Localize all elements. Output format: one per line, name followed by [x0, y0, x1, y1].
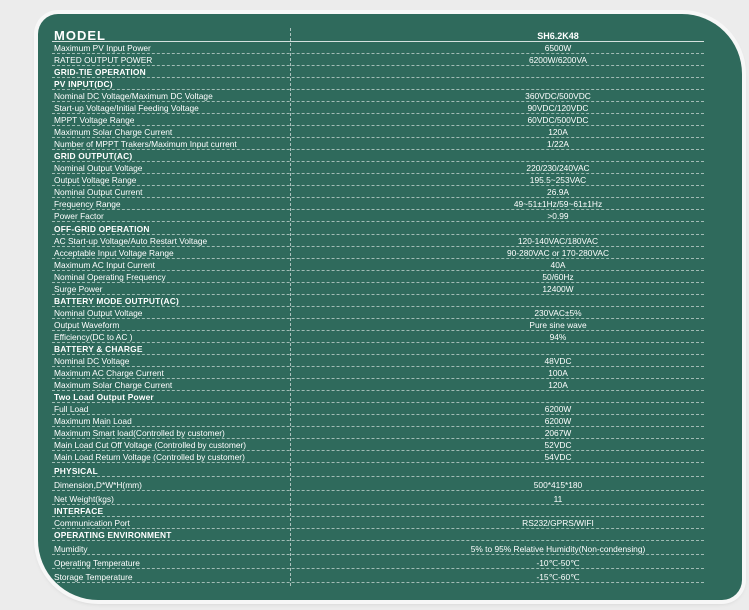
- spec-value: 60VDC/500VDC: [527, 115, 589, 126]
- spec-row: [52, 307, 704, 319]
- spec-label: Maximum PV Input Power: [54, 43, 151, 54]
- spec-value: 94%: [549, 331, 567, 342]
- section-title: GRID-TIE OPERATION: [54, 67, 146, 78]
- section-title: Two Load Output Power: [54, 391, 154, 402]
- spec-value: 500*415*180: [533, 480, 583, 491]
- spec-value: 100A: [548, 367, 568, 378]
- spec-label: Maximum Solar Charge Current: [54, 127, 173, 138]
- spec-label: Maximum AC Input Current: [54, 259, 155, 270]
- spec-value: Pure sine wave: [529, 319, 587, 330]
- spec-value: 2067W: [544, 428, 572, 439]
- spec-label: Nominal Operating Frequency: [54, 271, 166, 282]
- section-title: OFF-GRID OPERATION: [54, 223, 150, 234]
- spec-row: [52, 283, 704, 295]
- spec-value: 90VDC/120VDC: [527, 103, 589, 114]
- spec-label: Net Weight(kgs): [54, 494, 114, 505]
- spec-label: Output Waveform: [54, 319, 120, 330]
- spec-row: [52, 247, 704, 259]
- spec-label: Power Factor: [54, 211, 104, 222]
- spec-label: Maximum Smart load(Controlled by customer): [54, 428, 225, 439]
- spec-value: 90-280VAC or 170-280VAC: [506, 247, 610, 258]
- spec-row: [52, 271, 704, 283]
- spec-row: [52, 162, 704, 174]
- spec-value: 40A: [550, 259, 566, 270]
- spec-value: 49~51±1Hz/59~61±1Hz: [513, 199, 603, 210]
- spec-row: [52, 367, 704, 379]
- spec-row: [52, 477, 704, 491]
- spec-value: 12400W: [542, 283, 574, 294]
- spec-row: [52, 126, 704, 138]
- spec-value: -15℃-60℃: [536, 572, 580, 583]
- spec-row: [52, 114, 704, 126]
- spec-row: [52, 42, 704, 54]
- spec-row: [52, 331, 704, 343]
- spec-label: Mumidity: [54, 544, 88, 555]
- section-title: GRID OUTPUT(AC): [54, 151, 133, 162]
- spec-label: Communication Port: [54, 518, 130, 529]
- spec-value: 195.5~253VAC: [529, 175, 587, 186]
- section-title: BATTERY & CHARGE: [54, 343, 143, 354]
- spec-row: [52, 427, 704, 439]
- spec-label: Maximum AC Charge Current: [54, 367, 164, 378]
- spec-label: MPPT Voltage Range: [54, 115, 135, 126]
- spec-value: 220/230/240VAC: [526, 163, 590, 174]
- spec-value: 26.9A: [547, 187, 569, 198]
- spec-row: [52, 235, 704, 247]
- spec-row: [52, 174, 704, 186]
- spec-table: [52, 26, 704, 583]
- spec-label: Main Load Cut Off Voltage (Controlled by customer): [54, 440, 247, 451]
- spec-label: Storage Temperature: [54, 572, 133, 583]
- spec-value: 52VDC: [544, 440, 572, 451]
- spec-value: 6200W: [544, 416, 572, 426]
- spec-label: Main Load Return Voltage (Controlled by customer): [54, 452, 245, 463]
- section-header-row: [52, 295, 704, 307]
- spec-value: 6200W/6200VA: [528, 55, 588, 66]
- spec-value: 6500W: [544, 43, 572, 54]
- spec-label: Frequency Range: [54, 199, 121, 210]
- spec-row: [52, 415, 704, 427]
- section-header-row: [52, 78, 704, 90]
- spec-label: Maximum Solar Charge Current: [54, 379, 173, 390]
- spec-row: [52, 555, 704, 569]
- spec-value: >0.99: [547, 211, 569, 222]
- spec-row: [52, 517, 704, 529]
- spec-value: 50/60Hz: [542, 271, 574, 282]
- spec-row: [52, 491, 704, 505]
- spec-row: [52, 569, 704, 583]
- spec-value: 11: [553, 494, 563, 505]
- spec-row: [52, 138, 704, 150]
- spec-label: Output Voltage Range: [54, 175, 137, 186]
- spec-label: Full Load: [54, 403, 89, 414]
- spec-row: [52, 403, 704, 415]
- spec-value: -10℃-50℃: [536, 558, 580, 569]
- spec-row: [52, 186, 704, 198]
- spec-value: 120-140VAC/180VAC: [517, 235, 599, 246]
- spec-label: Efficiency(DC to AC ): [54, 331, 133, 342]
- spec-label: RATED OUTPUT POWER: [54, 55, 153, 66]
- spec-label: Maximum Main Load: [54, 416, 132, 426]
- spec-row: [52, 439, 704, 451]
- model-header-row: [52, 26, 704, 42]
- spec-row: [52, 541, 704, 555]
- spec-label: Nominal DC Voltage/Maximum DC Voltage: [54, 91, 213, 102]
- spec-value: 5% to 95% Relative Humidity(Non-condensing): [470, 544, 646, 555]
- section-title: INTERFACE: [54, 506, 104, 517]
- spec-row: [52, 379, 704, 391]
- spec-row: [52, 102, 704, 114]
- spec-label: Nominal Output Voltage: [54, 307, 143, 318]
- section-header-row: [52, 150, 704, 162]
- spec-value: 360VDC/500VDC: [525, 91, 591, 102]
- section-header-row: [52, 391, 704, 403]
- spec-row: [52, 259, 704, 271]
- spec-row: [52, 451, 704, 463]
- section-title: PV INPUT(DC): [54, 79, 113, 90]
- spec-value: 120A: [548, 127, 568, 138]
- section-title: OPERATING ENVIRONMENT: [54, 530, 172, 541]
- section-header-row: [52, 529, 704, 541]
- spec-row: [52, 198, 704, 210]
- spec-label: Start-up Voltage/Initial Feeding Voltage: [54, 103, 199, 114]
- spec-label: Nominal Output Current: [54, 187, 143, 198]
- model-label: MODEL: [54, 31, 106, 41]
- spec-label: Number of MPPT Trakers/Maximum Input current: [54, 139, 237, 150]
- section-header-row: [52, 222, 704, 234]
- model-value: SH6.2K48: [537, 31, 579, 41]
- spec-value: RS232/GPRS/WIFI: [522, 518, 594, 529]
- section-title: PHYSICAL: [54, 466, 98, 477]
- spec-value: 1/22A: [547, 139, 569, 150]
- spec-row: [52, 355, 704, 367]
- section-header-row: [52, 66, 704, 78]
- spec-value: 48VDC: [544, 355, 572, 366]
- spec-row: [52, 54, 704, 66]
- spec-value: 6200W: [544, 403, 572, 414]
- spec-label: Surge Power: [54, 283, 103, 294]
- section-header-row: [52, 343, 704, 355]
- section-title: BATTERY MODE OUTPUT(AC): [54, 295, 179, 306]
- spec-label: Acceptable Input Voltage Range: [54, 247, 174, 258]
- spec-label: Nominal DC Voltage: [54, 355, 130, 366]
- spec-value: 230VAC±5%: [534, 307, 582, 318]
- spec-label: Nominal Output Voltage: [54, 163, 143, 174]
- spec-row: [52, 210, 704, 222]
- spec-label: Dimension,D*W*H(mm): [54, 480, 142, 491]
- spec-row: [52, 319, 704, 331]
- section-header-row: [52, 463, 704, 477]
- spec-row: [52, 90, 704, 102]
- section-header-row: [52, 505, 704, 517]
- spec-value: 54VDC: [544, 452, 572, 463]
- spec-value: 120A: [548, 379, 568, 390]
- spec-label: Operating Temperature: [54, 558, 140, 569]
- spec-label: AC Start-up Voltage/Auto Restart Voltage: [54, 235, 208, 246]
